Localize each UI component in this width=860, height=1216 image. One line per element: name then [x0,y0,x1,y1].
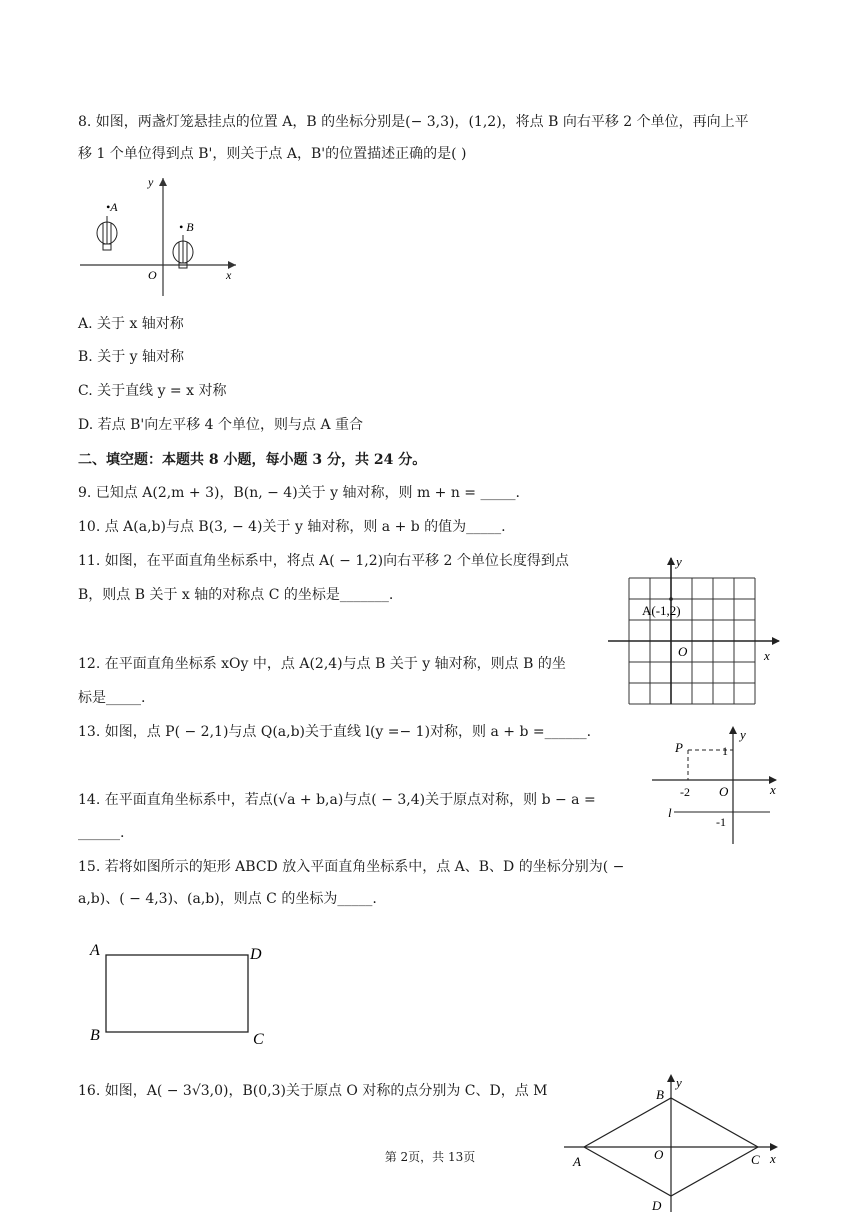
q13-fig-tick-1: 1 [722,744,728,758]
q15-fig-a-label: A [90,942,100,959]
q15-fig-c-label: C [253,1031,264,1048]
q16-fig-c-label: C [751,1152,760,1167]
q11-text-line1: 11. 如图，在平面直角坐标系中，将点 A( − 1,2)向右平移 2 个单位长度得到点 [78,553,569,569]
q11-fig-y-label: y [676,554,682,569]
q13-fig-x-label: x [770,782,776,797]
q15-rectangle-figure [84,936,274,1052]
q13-axis-figure [648,722,782,848]
q11-fig-point-a-label: A(-1,2) [642,603,681,618]
q15-fig-d-label: D [250,946,262,963]
q15-text-line1: 15. 若将如图所示的矩形 ABCD 放入平面直角坐标系中，点 A、B、D 的坐标分别为( − [78,859,625,875]
q12-text-line1: 12. 在平面直角坐标系 xOy 中，点 A(2,4)与点 B 关于 y 轴对称，则点 B 的坐 [78,656,566,672]
q13-fig-tick-neg1: -1 [716,815,726,829]
q10-text: 10. 点 A(a,b)与点 B(3, − 4)关于 y 轴对称，则 a + b 的值为_____. [78,519,506,535]
q15-text-line2: a,b)、( − 4,3)、(a,b)，则点 C 的坐标为_____. [78,891,377,907]
q8-option-b: B. 关于 y 轴对称 [78,349,184,365]
q16-rhombus-figure [560,1070,784,1216]
q16-fig-a-label: A [573,1154,581,1169]
page-footer: 第 2页，共 13页 [384,1150,476,1164]
q11-text-line2: B，则点 B 关于 x 轴的对称点 C 的坐标是_______. [78,587,394,603]
q8-fig-origin-label: O [148,268,157,282]
q8-fig-x-label: x [226,268,232,282]
q12-text-line2: 标是_____. [78,690,146,706]
lantern-b-icon [173,235,193,268]
q11-fig-origin-label: O [678,644,688,659]
q13-text-line1: 13. 如图，点 P( − 2,1)与点 Q(a,b)关于直线 l(y =− 1)对称，则 a + b =______. [78,724,592,740]
lantern-a-icon [97,216,117,250]
q14-text-line1: 14. 在平面直角坐标系中，若点(√a + b,a)与点( − 3,4)关于原点对称，则 b − a = [78,792,596,808]
q8-lantern-figure [76,172,246,302]
q16-fig-b-label: B [656,1087,664,1102]
q8-text-line1: 8. 如图，两盏灯笼悬挂点的位置 A，B 的坐标分别是(− 3,3)，(1,2)，将点 B 向右平移 2 个单位，再向上平 [78,114,749,130]
q16-text-line1: 16. 如图，A( − 3√3,0)，B(0,3)关于原点 O 对称的点分别为 C、D，点 M [78,1083,548,1099]
q8-fig-y-label: y [148,175,154,189]
q9-text: 9. 已知点 A(2,m + 3)，B(n, − 4)关于 y 轴对称，则 m + n = _____. [78,485,520,501]
q8-option-c: C. 关于直线 y = x 对称 [78,383,227,399]
q16-fig-x-label: x [770,1151,776,1166]
q16-fig-y-label: y [676,1075,682,1090]
section-fill-in-header: 二、填空题：本题共 8 小题，每小题 3 分，共 24 分。 [78,452,427,468]
q8-fig-point-b-label: • B [179,220,194,234]
q14-text-line2: ______. [78,825,125,841]
q15-fig-b-label: B [90,1027,100,1044]
q11-grid-figure [604,552,786,707]
q8-option-d: D. 若点 B'向左平移 4 个单位，则与点 A 重合 [78,417,364,433]
q13-fig-tick-neg2: -2 [680,785,690,799]
q13-fig-y-label: y [740,727,746,742]
q8-fig-point-a-label: •A [106,200,118,214]
q13-fig-line-l-label: l [668,805,672,820]
q8-text-line2: 移 1 个单位得到点 B'，则关于点 A，B'的位置描述正确的是( ) [78,146,467,162]
q8-option-a: A. 关于 x 轴对称 [78,316,184,332]
q16-fig-origin-label: O [654,1147,664,1162]
q13-fig-point-p-label: P [675,740,683,755]
q13-fig-origin-label: O [719,784,729,799]
q16-fig-d-label: D [652,1198,662,1213]
q11-fig-x-label: x [764,648,770,663]
